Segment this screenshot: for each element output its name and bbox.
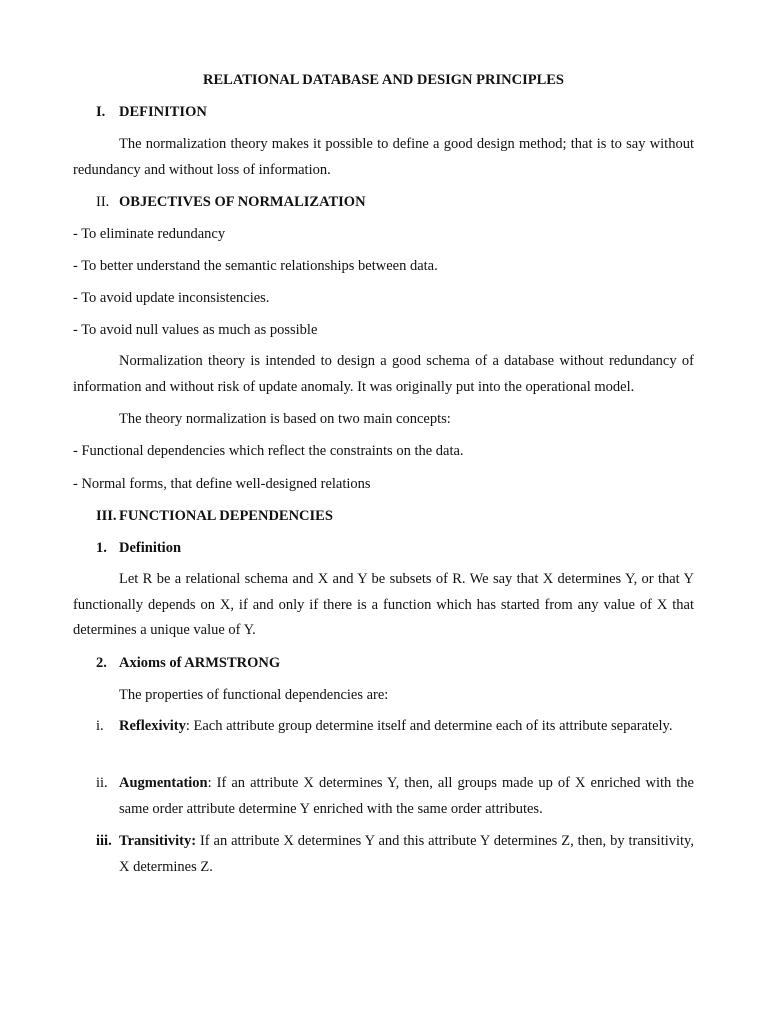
subsection-title: Definition	[119, 540, 182, 556]
list-item-axiom	[96, 829, 694, 880]
section-title: DEFINITION	[119, 104, 207, 120]
list-item-axiom	[96, 714, 694, 740]
axiom-term: Augmentation	[119, 775, 208, 791]
section-number: I.	[96, 104, 106, 120]
paragraph-normalization-theory: Normalization theory is intended to design a good schema of a database without redundancy of information and without risk of update anomaly. It was originally put into the operational model.	[73, 353, 694, 395]
list-item-objective: - To avoid update inconsistencies.	[73, 290, 270, 306]
section-heading-definition	[96, 104, 207, 121]
section-heading-functional-dependencies	[96, 508, 333, 525]
subsection-heading-armstrong	[96, 655, 280, 672]
list-item-concept: - Functional dependencies which reflect the constraints on the data.	[73, 443, 464, 459]
list-item-objective: - To better understand the semantic relationships between data.	[73, 258, 438, 274]
paragraph-concepts-intro: The theory normalization is based on two main concepts:	[119, 411, 451, 427]
paragraph-definition: The normalization theory makes it possible to define a good design method; that is to say without redundancy and without loss of information.	[73, 136, 694, 178]
section-title: OBJECTIVES OF NORMALIZATION	[119, 194, 366, 210]
axiom-term: Reflexivity	[119, 718, 186, 734]
axiom-number: ii.	[96, 775, 108, 791]
subsection-number: 2.	[96, 655, 107, 671]
axiom-term: Transitivity:	[119, 833, 197, 849]
section-title: FUNCTIONAL DEPENDENCIES	[119, 508, 333, 524]
paragraph-properties-intro: The properties of functional dependencies are:	[119, 687, 389, 703]
subsection-number: 1.	[96, 540, 107, 556]
axiom-number: iii.	[96, 833, 112, 849]
document-title: RELATIONAL DATABASE AND DESIGN PRINCIPLES	[203, 72, 564, 88]
list-item-objective: - To eliminate redundancy	[73, 226, 226, 242]
list-item-concept: - Normal forms, that define well-designed relations	[73, 476, 371, 492]
axiom-text: : Each attribute group determine itself and determine each of its attribute separately.	[185, 718, 673, 734]
section-heading-objectives	[96, 194, 366, 211]
document-page	[73, 0, 694, 1024]
list-item-axiom	[96, 771, 694, 822]
section-number: II.	[96, 194, 110, 210]
axiom-number: i.	[96, 718, 104, 734]
subsection-title: Axioms of ARMSTRONG	[119, 655, 281, 671]
axiom-text: If an attribute X determines Y and this attribute Y determines Z, then, by transitivity, X determines Z.	[119, 833, 694, 875]
list-item-objective: - To avoid null values as much as possible	[73, 322, 318, 338]
axiom-text: : If an attribute X determines Y, then, all groups made up of X enriched with the same order attribute determine Y enriched with the same order attributes.	[119, 775, 694, 817]
subsection-heading-definition	[96, 540, 181, 557]
paragraph-fd-definition: Let R be a relational schema and X and Y be subsets of R. We say that X determines Y, or that Y functionally depends on X, if and only if there is a function which has started from any value of X that determines a unique value of Y.	[73, 571, 694, 638]
section-number: III.	[96, 508, 117, 524]
